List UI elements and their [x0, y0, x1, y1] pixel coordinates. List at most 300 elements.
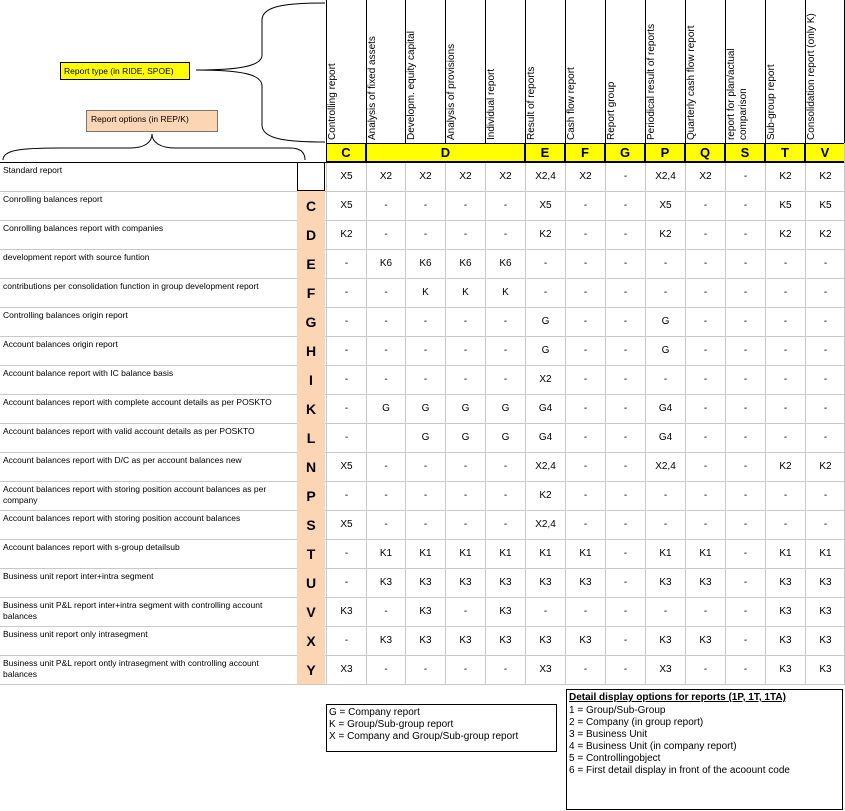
matrix-cell: - — [765, 336, 805, 365]
row-code: X — [297, 626, 325, 655]
matrix-cell: K6 — [405, 249, 445, 278]
matrix-cell: - — [485, 452, 525, 481]
matrix-cell: K1 — [366, 539, 405, 568]
matrix-cell: - — [685, 336, 725, 365]
row-label: Conrolling balances report with companies — [3, 223, 164, 233]
matrix-cell: K1 — [485, 539, 525, 568]
matrix-cell: - — [405, 365, 445, 394]
legend-item: X = Company and Group/Sub-group report — [329, 731, 519, 742]
row-code: H — [297, 336, 325, 365]
matrix-cell: - — [445, 481, 485, 510]
column-header-text: Controlling report — [327, 63, 338, 140]
column-header — [725, 0, 765, 143]
matrix-cell: - — [565, 191, 605, 220]
column-header-text: Sub-group report — [766, 64, 777, 140]
matrix-cell: - — [445, 307, 485, 336]
column-header-text: Result of reports — [526, 66, 537, 140]
matrix-cell: - — [605, 510, 645, 539]
matrix-cell: - — [725, 423, 765, 452]
matrix-cell: - — [765, 481, 805, 510]
matrix-cell: - — [725, 510, 765, 539]
row-label: Standard report — [3, 165, 63, 175]
legend-detail-item: 3 = Business Unit — [569, 729, 648, 740]
matrix-cell: - — [605, 336, 645, 365]
matrix-cell: X2,4 — [525, 452, 565, 481]
matrix-cell: - — [405, 220, 445, 249]
row-code: P — [297, 481, 325, 510]
group-code: V — [805, 143, 845, 162]
matrix-cell: - — [805, 365, 845, 394]
matrix-cell: - — [725, 655, 765, 684]
matrix-cell: K3 — [645, 626, 685, 655]
matrix-cell: G — [366, 394, 405, 423]
row-code: U — [297, 568, 325, 597]
matrix-cell: K3 — [685, 626, 725, 655]
matrix-cell: K2 — [805, 162, 845, 191]
row-divider — [0, 684, 845, 685]
group-code: G — [605, 143, 645, 162]
matrix-cell: K1 — [405, 539, 445, 568]
matrix-cell: K3 — [805, 568, 845, 597]
legend-item: K = Group/Sub-group report — [329, 719, 454, 730]
matrix-cell: X3 — [645, 655, 685, 684]
matrix-cell: - — [805, 510, 845, 539]
matrix-cell: X2 — [685, 162, 725, 191]
matrix-cell: - — [445, 365, 485, 394]
group-code: S — [725, 143, 765, 162]
matrix-cell: - — [525, 249, 565, 278]
matrix-cell: - — [485, 481, 525, 510]
matrix-cell: X2 — [366, 162, 405, 191]
row-label: Account balance report with IC balance basis — [3, 368, 174, 378]
row-code: T — [297, 539, 325, 568]
matrix-cell: - — [725, 220, 765, 249]
matrix-cell: K3 — [765, 597, 805, 626]
matrix-cell: - — [805, 336, 845, 365]
report-type-label: Report type (in RIDE, SPOE) — [60, 62, 190, 80]
matrix-cell: K1 — [565, 539, 605, 568]
matrix-cell: - — [366, 481, 405, 510]
matrix-cell: K2 — [525, 220, 565, 249]
matrix-cell: X5 — [645, 191, 685, 220]
matrix-cell: - — [445, 191, 485, 220]
matrix-cell: X2,4 — [525, 162, 565, 191]
column-header-text: Report group — [606, 81, 617, 140]
matrix-cell: K6 — [485, 249, 525, 278]
matrix-cell: K3 — [685, 568, 725, 597]
matrix-cell: G — [525, 307, 565, 336]
matrix-cell: X2 — [485, 162, 525, 191]
matrix-cell: X5 — [326, 162, 366, 191]
column-header-text: Periodical result of reports — [646, 23, 657, 140]
column-header — [645, 0, 685, 143]
matrix-cell: - — [805, 307, 845, 336]
matrix-cell: - — [685, 191, 725, 220]
matrix-cell: - — [445, 452, 485, 481]
matrix-cell: G — [445, 423, 485, 452]
matrix-cell: K3 — [405, 568, 445, 597]
row-label: Business unit report only intrasegment — [3, 629, 148, 639]
matrix-cell: X2 — [445, 162, 485, 191]
matrix-cell: - — [765, 249, 805, 278]
matrix-cell: - — [565, 307, 605, 336]
matrix-cell: - — [565, 655, 605, 684]
matrix-cell: K3 — [765, 655, 805, 684]
column-header — [366, 0, 405, 143]
matrix-cell: - — [366, 336, 405, 365]
matrix-cell: - — [725, 336, 765, 365]
matrix-cell: - — [565, 278, 605, 307]
matrix-cell: X5 — [326, 510, 366, 539]
matrix-cell: G — [485, 394, 525, 423]
matrix-cell: - — [725, 539, 765, 568]
matrix-cell: X5 — [326, 452, 366, 481]
matrix-cell: - — [565, 423, 605, 452]
matrix-cell: G4 — [525, 423, 565, 452]
column-header-text: Analysis of provisions — [446, 43, 457, 140]
legend-detail-item: 6 = First detail display in front of the acoount code — [569, 765, 790, 776]
matrix-cell: K3 — [525, 568, 565, 597]
group-code: D — [366, 143, 525, 162]
matrix-cell: - — [725, 626, 765, 655]
column-header — [405, 0, 445, 143]
matrix-cell: X2 — [565, 162, 605, 191]
row-label: Business unit P&L report inter+intra segment with controlling account balances — [3, 600, 263, 621]
matrix-cell: - — [565, 249, 605, 278]
matrix-cell: - — [366, 597, 405, 626]
matrix-cell: K — [485, 278, 525, 307]
legend-report-types — [326, 704, 557, 752]
row-label: Account balances report with storing position account balances — [3, 513, 241, 523]
matrix-cell: - — [645, 249, 685, 278]
matrix-cell: K5 — [765, 191, 805, 220]
matrix-cell: K3 — [805, 655, 845, 684]
matrix-cell: K6 — [445, 249, 485, 278]
matrix-cell: - — [605, 162, 645, 191]
row-code: Y — [297, 655, 325, 684]
matrix-cell: K2 — [525, 481, 565, 510]
matrix-cell: K2 — [645, 220, 685, 249]
matrix-cell: - — [366, 220, 405, 249]
matrix-cell: K2 — [765, 162, 805, 191]
matrix-cell: - — [725, 481, 765, 510]
matrix-cell: - — [645, 481, 685, 510]
matrix-cell: - — [565, 220, 605, 249]
row-code: E — [297, 249, 325, 278]
row-code-empty — [297, 162, 325, 191]
column-header-text: Consolidation report (only K) — [806, 13, 817, 140]
matrix-cell: - — [565, 597, 605, 626]
matrix-cell: G4 — [645, 423, 685, 452]
legend-detail-item: 4 = Business Unit (in company report) — [569, 741, 737, 752]
matrix-cell: - — [326, 365, 366, 394]
matrix-cell: G4 — [525, 394, 565, 423]
column-header-text: Quarterly cash flow report — [686, 25, 697, 140]
matrix-cell: K — [405, 278, 445, 307]
matrix-cell: G — [405, 423, 445, 452]
matrix-cell: - — [725, 452, 765, 481]
matrix-cell: - — [685, 249, 725, 278]
row-code: L — [297, 423, 325, 452]
matrix-cell: - — [405, 510, 445, 539]
column-header — [565, 0, 605, 143]
matrix-cell: K3 — [565, 626, 605, 655]
matrix-cell: - — [725, 249, 765, 278]
matrix-cell: - — [805, 278, 845, 307]
matrix-cell: - — [765, 278, 805, 307]
column-header-text: report for plan/actual comparison — [726, 48, 749, 140]
matrix-cell: - — [565, 452, 605, 481]
matrix-cell: - — [725, 191, 765, 220]
matrix-cell: K1 — [525, 539, 565, 568]
group-code: T — [765, 143, 805, 162]
column-header — [605, 0, 645, 143]
matrix-cell: - — [485, 655, 525, 684]
column-header — [525, 0, 565, 143]
matrix-cell — [366, 423, 405, 452]
matrix-cell: - — [326, 423, 366, 452]
matrix-cell: - — [326, 394, 366, 423]
matrix-cell: - — [765, 423, 805, 452]
group-code: F — [565, 143, 605, 162]
matrix-cell: G — [445, 394, 485, 423]
column-header — [805, 0, 845, 143]
matrix-cell: - — [405, 452, 445, 481]
matrix-cell: X2,4 — [525, 510, 565, 539]
column-header-text: Cash flow report — [566, 67, 577, 140]
row-label: Account balances origin report — [3, 339, 118, 349]
matrix-cell: K3 — [765, 568, 805, 597]
matrix-cell: - — [405, 191, 445, 220]
legend-detail-item: 1 = Group/Sub-Group — [569, 705, 666, 716]
matrix-cell: - — [485, 510, 525, 539]
matrix-cell: - — [725, 568, 765, 597]
matrix-cell: - — [326, 539, 366, 568]
matrix-cell: - — [765, 307, 805, 336]
matrix-cell: K3 — [645, 568, 685, 597]
matrix-cell: - — [565, 336, 605, 365]
matrix-cell: - — [525, 597, 565, 626]
matrix-cell: - — [725, 278, 765, 307]
matrix-cell: - — [525, 278, 565, 307]
matrix-cell: K1 — [805, 539, 845, 568]
matrix-cell: K3 — [366, 568, 405, 597]
matrix-cell: - — [485, 365, 525, 394]
legend-detail-item: 2 = Company (in group report) — [569, 717, 704, 728]
column-header — [485, 0, 525, 143]
report-options-label: Report options (in REP/K) — [86, 110, 218, 132]
matrix-cell: K3 — [485, 568, 525, 597]
column-header — [445, 0, 485, 143]
matrix-cell: - — [605, 249, 645, 278]
matrix-cell: - — [405, 307, 445, 336]
matrix-cell: - — [685, 220, 725, 249]
matrix-cell: - — [765, 365, 805, 394]
matrix-cell: G — [485, 423, 525, 452]
group-code: Q — [685, 143, 725, 162]
matrix-cell: - — [805, 394, 845, 423]
matrix-cell: - — [605, 568, 645, 597]
row-code: N — [297, 452, 325, 481]
matrix-cell: - — [685, 597, 725, 626]
matrix-cell: - — [565, 510, 605, 539]
matrix-cell: - — [485, 307, 525, 336]
matrix-cell: X2,4 — [645, 452, 685, 481]
row-label: Conrolling balances report — [3, 194, 103, 204]
matrix-cell: - — [366, 278, 405, 307]
matrix-cell: - — [605, 423, 645, 452]
legend-detail-options — [566, 689, 843, 810]
matrix-cell: - — [565, 365, 605, 394]
matrix-cell: - — [605, 452, 645, 481]
matrix-cell: K5 — [805, 191, 845, 220]
matrix-cell: - — [565, 394, 605, 423]
matrix-cell: X5 — [326, 191, 366, 220]
column-header-text: Developm. equity capital — [406, 31, 417, 140]
matrix-cell: - — [445, 510, 485, 539]
matrix-cell: - — [725, 597, 765, 626]
matrix-cell: - — [326, 278, 366, 307]
matrix-cell: - — [605, 307, 645, 336]
matrix-cell: - — [445, 655, 485, 684]
matrix-cell: K3 — [565, 568, 605, 597]
matrix-cell: - — [605, 626, 645, 655]
matrix-cell: X3 — [525, 655, 565, 684]
matrix-cell: - — [685, 365, 725, 394]
matrix-cell: - — [326, 307, 366, 336]
column-header — [765, 0, 805, 143]
matrix-cell: - — [605, 597, 645, 626]
group-code: P — [645, 143, 685, 162]
matrix-cell: - — [485, 336, 525, 365]
matrix-cell: X5 — [525, 191, 565, 220]
matrix-cell: - — [485, 191, 525, 220]
matrix-cell: - — [405, 481, 445, 510]
row-label: Business unit P&L report ontly intrasegment with controlling account balances — [3, 658, 259, 679]
column-header — [685, 0, 725, 143]
matrix-cell: - — [326, 626, 366, 655]
matrix-cell: G4 — [645, 394, 685, 423]
matrix-cell: - — [725, 162, 765, 191]
legend-detail-title: Detail display options for reports (1P, 1T, 1TA) — [569, 692, 786, 703]
matrix-cell: - — [605, 220, 645, 249]
matrix-cell: - — [765, 510, 805, 539]
matrix-cell: K2 — [326, 220, 366, 249]
row-code: S — [297, 510, 325, 539]
matrix-cell: - — [366, 655, 405, 684]
matrix-cell: K2 — [765, 220, 805, 249]
row-label: contributions per consolidation function in group development report — [3, 281, 259, 291]
matrix-cell: - — [605, 539, 645, 568]
matrix-cell: - — [485, 220, 525, 249]
row-code: D — [297, 220, 325, 249]
matrix-cell: - — [405, 336, 445, 365]
matrix-cell: - — [405, 655, 445, 684]
matrix-cell: K3 — [445, 568, 485, 597]
row-label: Account balances report with valid account details as per POSKTO — [3, 426, 255, 436]
row-label: Account balances report with storing position account balances as per company — [3, 484, 267, 505]
matrix-cell: - — [725, 365, 765, 394]
column-header — [326, 0, 366, 143]
matrix-cell: K3 — [765, 626, 805, 655]
matrix-cell: - — [326, 336, 366, 365]
matrix-cell: - — [605, 365, 645, 394]
matrix-cell: K1 — [645, 539, 685, 568]
matrix-cell: K3 — [805, 597, 845, 626]
row-label: Account balances report with s-group detailsub — [3, 542, 180, 552]
matrix-cell: - — [605, 394, 645, 423]
matrix-cell: - — [645, 597, 685, 626]
matrix-cell: - — [725, 307, 765, 336]
row-label: Account balances report with complete account details as per POSKTO — [3, 397, 272, 407]
matrix-cell: - — [685, 278, 725, 307]
matrix-cell: - — [645, 278, 685, 307]
column-header-text: Analysis of fixed assets — [367, 36, 378, 140]
matrix-cell: - — [326, 249, 366, 278]
matrix-cell: K — [445, 278, 485, 307]
matrix-cell: K3 — [366, 626, 405, 655]
row-code: C — [297, 191, 325, 220]
matrix-cell: K1 — [765, 539, 805, 568]
matrix-cell: - — [366, 452, 405, 481]
matrix-cell: K1 — [445, 539, 485, 568]
matrix-cell: - — [805, 423, 845, 452]
matrix-cell: K3 — [485, 597, 525, 626]
matrix-cell: K3 — [405, 597, 445, 626]
row-code: K — [297, 394, 325, 423]
column-header-text: Individual report — [486, 68, 497, 140]
matrix-cell: - — [685, 510, 725, 539]
matrix-cell: - — [605, 655, 645, 684]
matrix-cell: K3 — [485, 626, 525, 655]
matrix-cell: - — [366, 510, 405, 539]
matrix-cell: G — [645, 307, 685, 336]
matrix-cell: X2 — [525, 365, 565, 394]
matrix-cell: - — [326, 481, 366, 510]
row-code: V — [297, 597, 325, 626]
matrix-cell: - — [326, 568, 366, 597]
matrix-cell: - — [445, 220, 485, 249]
row-label: Business unit report inter+intra segment — [3, 571, 154, 581]
matrix-cell: - — [685, 655, 725, 684]
matrix-cell: G — [525, 336, 565, 365]
matrix-cell: K2 — [765, 452, 805, 481]
matrix-cell: X3 — [326, 655, 366, 684]
matrix-cell: K1 — [685, 539, 725, 568]
matrix-cell: - — [366, 307, 405, 336]
matrix-cell: - — [366, 191, 405, 220]
matrix-cell: - — [725, 394, 765, 423]
matrix-cell: K3 — [525, 626, 565, 655]
matrix-cell: X2,4 — [645, 162, 685, 191]
row-code: F — [297, 278, 325, 307]
matrix-cell: K3 — [445, 626, 485, 655]
legend-item: G = Company report — [329, 707, 420, 718]
matrix-cell: - — [645, 510, 685, 539]
row-code: G — [297, 307, 325, 336]
matrix-cell: - — [605, 278, 645, 307]
matrix-cell: - — [685, 452, 725, 481]
matrix-cell: - — [565, 481, 605, 510]
matrix-cell: K6 — [366, 249, 405, 278]
matrix-cell: K3 — [805, 626, 845, 655]
matrix-cell: X2 — [405, 162, 445, 191]
matrix-cell: G — [405, 394, 445, 423]
row-label: Account balances report with D/C as per account balances new — [3, 455, 242, 465]
row-label: Controlling balances origin report — [3, 310, 128, 320]
matrix-cell: K2 — [805, 220, 845, 249]
matrix-cell: - — [645, 365, 685, 394]
